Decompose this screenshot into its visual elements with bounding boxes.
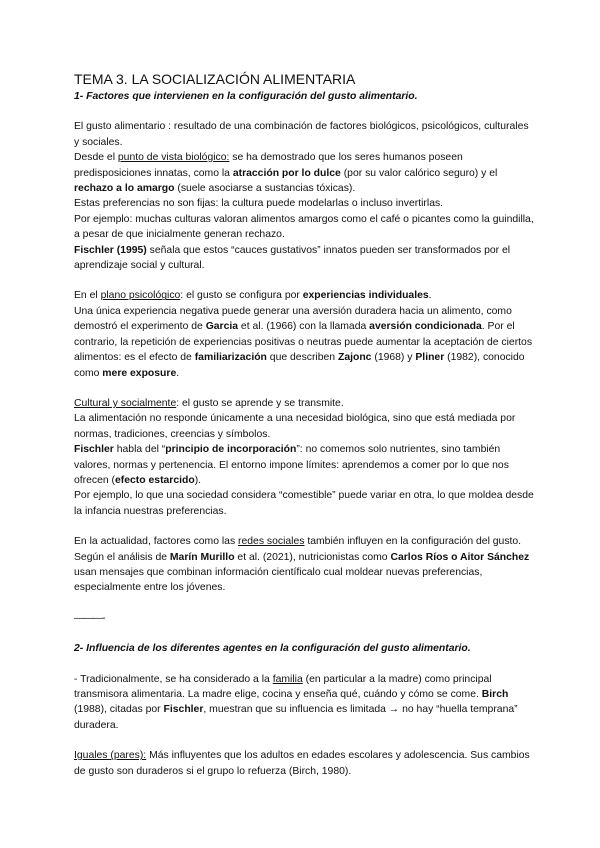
bold-term: Birch <box>481 689 509 700</box>
bold-term: principio de incorporación <box>165 444 297 456</box>
bold-term: experiencias individuales <box>302 290 429 302</box>
underlined-term: redes sociales <box>238 536 305 548</box>
bold-term: Fischler <box>163 704 204 716</box>
text: . Por el contrario, la repetición de experiencias positivas o neutras puede aumentar la aceptación de ciertos alimentos: es el efecto de <box>74 321 533 364</box>
underlined-term: punto de vista biológico: <box>117 152 230 164</box>
separator: ———- <box>74 612 105 624</box>
spacer <box>74 381 536 396</box>
paragraph-biological <box>74 150 536 196</box>
text: Una única experiencia negativa puede generar una aversión duradera hacia un alimento, como demostró el experimento de <box>74 305 512 333</box>
text: En la actualidad, factores como las <box>74 536 239 548</box>
spacer <box>74 519 536 534</box>
bold-term: Zajonc <box>337 352 372 364</box>
text: Desde el <box>74 152 118 164</box>
bold-term: Carlos Ríos o Aitor Sánchez <box>390 551 530 563</box>
bold-term: Fischler (1995) <box>74 244 147 256</box>
text: : el gusto se configura por <box>180 290 303 302</box>
page-title: TEMA 3. LA SOCIALIZACIÓN ALIMENTARIA <box>74 71 356 87</box>
text: habla del “ <box>113 444 166 456</box>
bold-term: Pliner <box>415 352 445 364</box>
text: (suele asociarse a sustancias tóxicas). <box>174 183 356 195</box>
text: En el <box>74 290 101 302</box>
text: (en particular a la madre) como principal transmisora alimentaria. La madre elige, cocina y enseña qué, cuándo y cómo se come. <box>74 673 492 700</box>
text: ). <box>194 474 202 486</box>
text: , muestran que su influencia es limitada → no hay “huella temprana” duradera. <box>74 704 518 731</box>
paragraph-aversion <box>74 304 536 381</box>
spacer <box>74 596 536 611</box>
paragraph-definition: El gusto alimentario : resultado de una combinación de factores biológicos, psicológicos, culturales y sociales. <box>74 121 529 148</box>
bold-term: aversión condicionada <box>369 321 482 333</box>
bold-term: rechazo a lo amargo <box>74 183 175 195</box>
text: ”: no comemos solo nutrientes, sino también valores, normas y pertenencia. El entorno impone límites: aprendemos a comer por lo que nos ofrecen ( <box>74 444 509 486</box>
spacer <box>74 626 536 641</box>
text: et al. (1966) con la llamada <box>238 321 370 333</box>
paragraph-psychological <box>74 288 536 303</box>
spacer <box>74 273 536 288</box>
section-2-heading: 2- Influencia de los diferentes agentes en la configuración del gusto alimentario. <box>74 643 471 655</box>
paragraph-preferences: Estas preferencias no son fijas: la cultura puede modelarlas o incluso invertirlas. <box>74 198 444 210</box>
bold-term: Marín Murillo <box>169 551 235 563</box>
bold-term: familiarización <box>194 352 267 364</box>
text: usan mensajes que combinan información científicalo cual moldear nuevas preferencias, especialmente entre los jóvenes. <box>74 566 483 594</box>
paragraph-fischler-1 <box>74 243 536 274</box>
underlined-term: plano psicológico <box>100 290 181 302</box>
text: (por su valor calórico seguro) y el <box>340 167 498 179</box>
bold-term: efecto estarcido <box>115 474 195 486</box>
paragraph-cultural <box>74 396 536 411</box>
text: . <box>176 367 180 379</box>
paragraph-alimentation: La alimentación no responde únicamente a una necesidad biológica, sino que está mediada por normas, tradiciones, creencias y símbolos. <box>74 413 516 440</box>
text: señala que estos “cauces gustativos” innatos pueden ser transformados por el aprendizaje social y cultural. <box>74 244 511 272</box>
spacer <box>74 104 536 119</box>
text: (1982), conocido como <box>74 352 525 379</box>
paragraph-fischler-2 <box>74 442 536 488</box>
text: también influyen en la configuración del gusto. Según el análisis de <box>74 536 522 563</box>
text: . <box>428 290 432 302</box>
text: (1988), citadas por <box>74 704 164 716</box>
underlined-term: Iguales (pares): <box>74 750 147 762</box>
paragraph-peers <box>74 748 536 779</box>
text: - Tradicionalmente, se ha considerado a la <box>74 673 273 685</box>
underlined-term: Cultural y socialmente <box>74 397 177 409</box>
paragraph-example: Por ejemplo: muchas culturas valoran alimentos amargos como el café o picantes como la guindilla, a pesar de que inicialmente generan rechazo. <box>74 213 534 241</box>
bold-term: Garcia <box>205 321 239 333</box>
paragraph-comestible: Por ejemplo, lo que una sociedad considera “comestible” puede variar en otra, lo que moldea desde la infancia nuestras preferencias. <box>74 490 534 517</box>
text: (1968) y <box>371 352 416 364</box>
spacer <box>74 733 536 748</box>
paragraph-social-media <box>74 534 536 596</box>
text: et al. (2021), nutricionistas como <box>234 551 391 563</box>
bold-term: atracción por lo dulce <box>232 167 341 179</box>
bold-term: mere exposure <box>102 367 177 379</box>
spacer <box>74 657 536 672</box>
text: se ha demostrado que los seres humanos poseen predisposiciones innatas, como la <box>74 152 463 179</box>
text: Más influyentes que los adultos en edades escolares y adolescencia. Sus cambios de gusto son duraderos si el grupo lo refuerza (Birch, 1980). <box>74 750 530 777</box>
text: que describen <box>266 352 338 364</box>
section-1-heading: 1- Factores que intervienen en la configuración del gusto alimentario. <box>74 91 418 102</box>
text: : el gusto se aprende y se transmite. <box>176 397 344 409</box>
underlined-term: familia <box>272 673 303 685</box>
paragraph-family <box>74 672 536 734</box>
bold-term: Fischler <box>74 444 114 456</box>
